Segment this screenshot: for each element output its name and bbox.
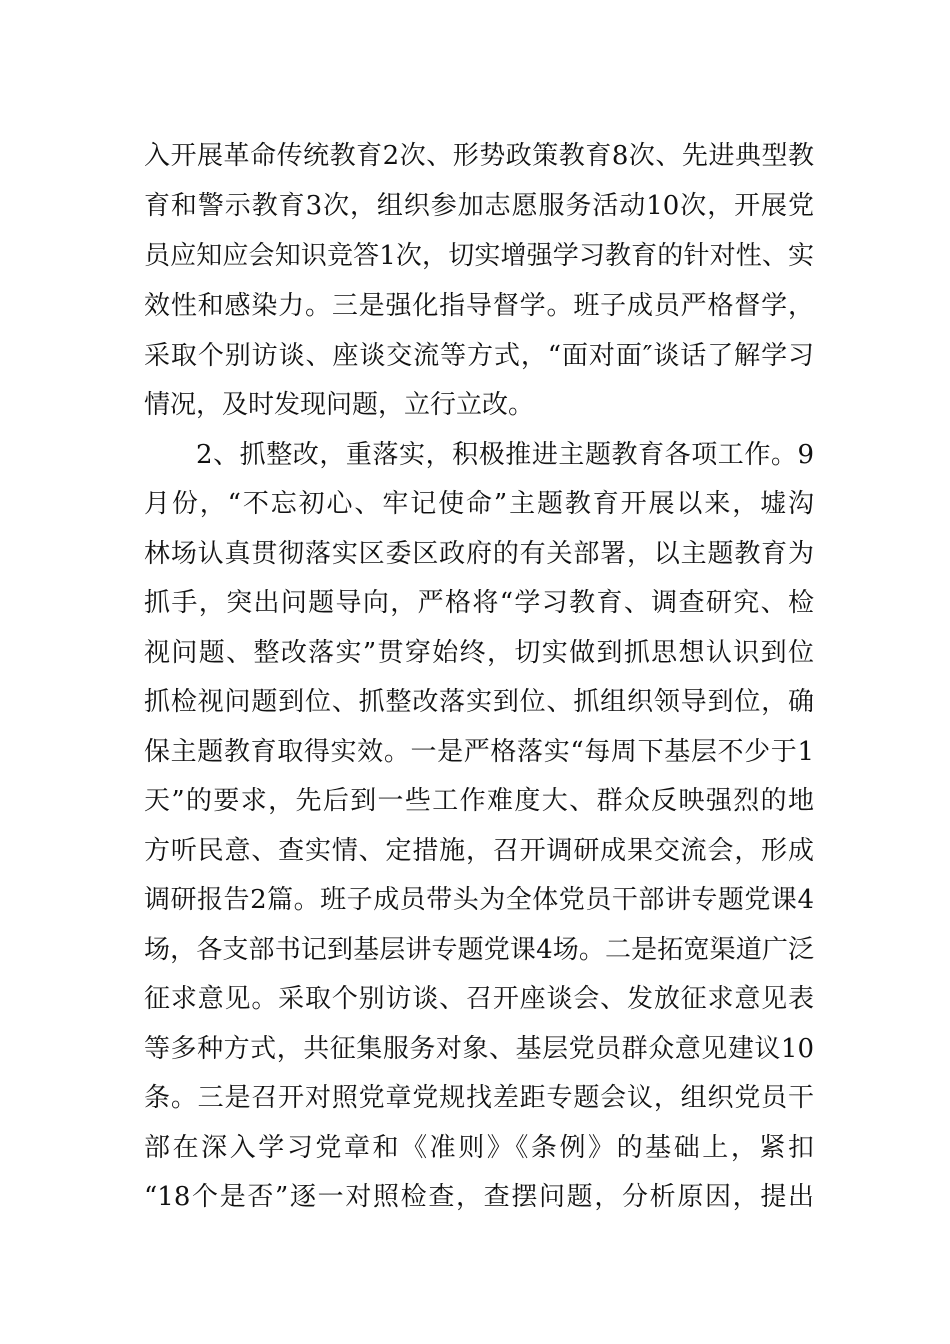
text-line: 员应知应会知识竞答1次，切实增强学习教育的针对性、实 [144,241,814,271]
text-line: 方听民意、查实情、定措施，召开调研成果交流会，形成 [144,836,814,866]
text-line: 场，各支部书记到基层讲专题党课4场。二是拓宽渠道广泛 [144,935,814,965]
text-line: 征求意见。采取个别访谈、召开座谈会、发放征求意见表 [144,984,814,1014]
text-line: 林场认真贯彻落实区委区政府的有关部署，以主题教育为 [144,539,814,569]
text-line: 育和警示教育3次，组织参加志愿服务活动10次，开展党 [144,191,814,221]
text-line: 条。三是召开对照党章党规找差距专题会议，组织党员干 [144,1083,814,1113]
text-line: 等多种方式，共征集服务对象、基层党员群众意见建议10 [144,1034,814,1064]
text-line: 采取个别访谈、座谈交流等方式，“面对面″谈话了解学习 [144,341,814,371]
text-line: 抓检视问题到位、抓整改落实到位、抓组织领导到位，确 [144,687,814,717]
text-line: 天”的要求，先后到一些工作难度大、群众反映强烈的地 [144,786,814,816]
paragraph-start-line: 2、抓整改，重落实，积极推进主题教育各项工作。9 [196,440,814,470]
text-line: 月份，“不忘初心、牢记使命”主题教育开展以来，墟沟 [144,489,814,519]
text-line: 调研报告2篇。班子成员带头为全体党员干部讲专题党课4 [144,885,814,915]
text-line: “18个是否”逐一对照检查，查摆问题，分析原因，提出 [144,1182,814,1212]
text-line: 情况，及时发现问题，立行立改。 [144,390,535,420]
text-line: 保主题教育取得实效。一是严格落实“每周下基层不少于1 [144,737,814,767]
text-line: 部在深入学习党章和《准则》《条例》的基础上，紧扣 [144,1133,814,1163]
text-line: 抓手，突出问题导向，严格将“学习教育、调查研究、检 [144,588,814,618]
text-line: 入开展革命传统教育2次、形势政策教育8次、先进典型教 [144,141,814,171]
text-line: 效性和感染力。三是强化指导督学。班子成员严格督学， [144,291,814,321]
text-line: 视问题、整改落实”贯穿始终，切实做到抓思想认识到位 [144,638,814,668]
